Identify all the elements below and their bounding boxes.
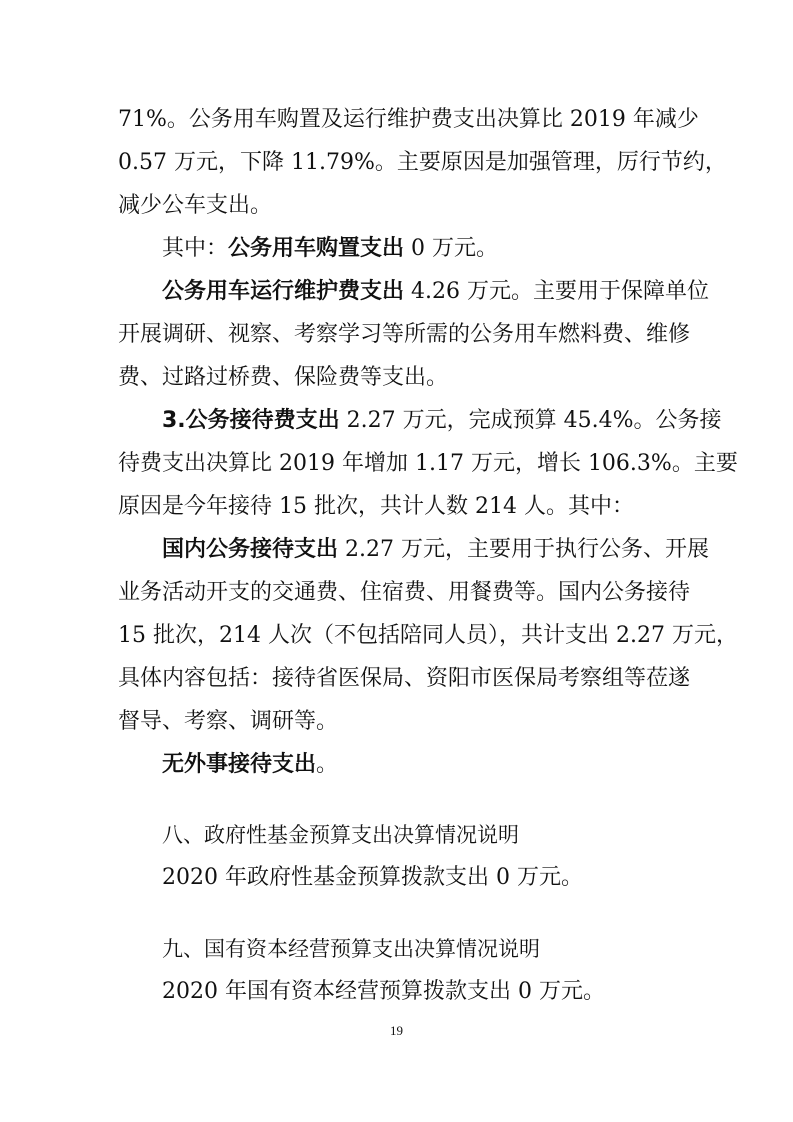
section-text: 2020 年国有资本经营预算拨款支出 0 万元。 <box>162 979 605 1004</box>
bold-term: 无外事接待支出 <box>162 752 317 777</box>
text-rest: 0 万元。 <box>404 236 499 261</box>
bold-term: 公务用车购置支出 <box>228 236 405 261</box>
paragraph-line: 具体内容包括：接待省医保局、资阳市医保局考察组等莅遂 <box>118 666 691 691</box>
section-heading: 九、国有资本经营预算支出决算情况说明 <box>162 937 540 961</box>
text-rest: 4.26 万元。主要用于保障单位 <box>404 279 709 304</box>
bold-term: 国内公务接待支出 <box>162 537 339 562</box>
paragraph-line: 减少公车支出。 <box>118 193 273 218</box>
paragraph-line <box>162 406 722 436</box>
text-rest: 2.27 万元，完成预算 45.4%。公务接 <box>339 408 722 433</box>
paragraph-line <box>162 234 675 264</box>
paragraph-line: 开展调研、视察、考察学习等所需的公务用车燃料费、维修 <box>118 322 691 347</box>
paragraph-line: 待费支出决算比 2019 年增加 1.17 万元，增长 106.3%。主要 <box>118 451 738 476</box>
paragraph-line: 原因是今年接待 15 批次，共计人数 214 人。其中： <box>118 494 634 519</box>
page-number: 19 <box>390 1023 403 1038</box>
paragraph-line <box>162 750 675 780</box>
bold-term: 3.公务接待费支出 <box>162 408 340 433</box>
paragraph-line: 费、过路过桥费、保险费等支出。 <box>118 365 449 390</box>
paragraph-line: 71%。公务用车购置及运行维护费支出决算比 2019 年减少 <box>118 107 699 132</box>
paragraph-line <box>162 277 709 307</box>
paragraph-line: 督导、考察、调研等。 <box>118 709 339 734</box>
section-heading: 八、政府性基金预算支出决算情况说明 <box>162 823 519 847</box>
section-text: 2020 年政府性基金预算拨款支出 0 万元。 <box>162 865 583 890</box>
paragraph-line: 业务活动开支的交通费、住宿费、用餐费等。国内公务接待 <box>118 580 691 605</box>
text-prefix: 其中： <box>162 236 229 261</box>
paragraph-line: 0.57 万元，下降 11.79%。主要原因是加强管理，厉行节约， <box>118 150 727 175</box>
text-rest: 。 <box>316 752 339 777</box>
bold-term: 公务用车运行维护费支出 <box>162 279 405 304</box>
paragraph-line <box>162 535 709 565</box>
paragraph-line: 15 批次，214 人次（不包括陪同人员），共计支出 2.27 万元， <box>118 623 738 648</box>
text-rest: 2.27 万元，主要用于执行公务、开展 <box>338 537 709 562</box>
